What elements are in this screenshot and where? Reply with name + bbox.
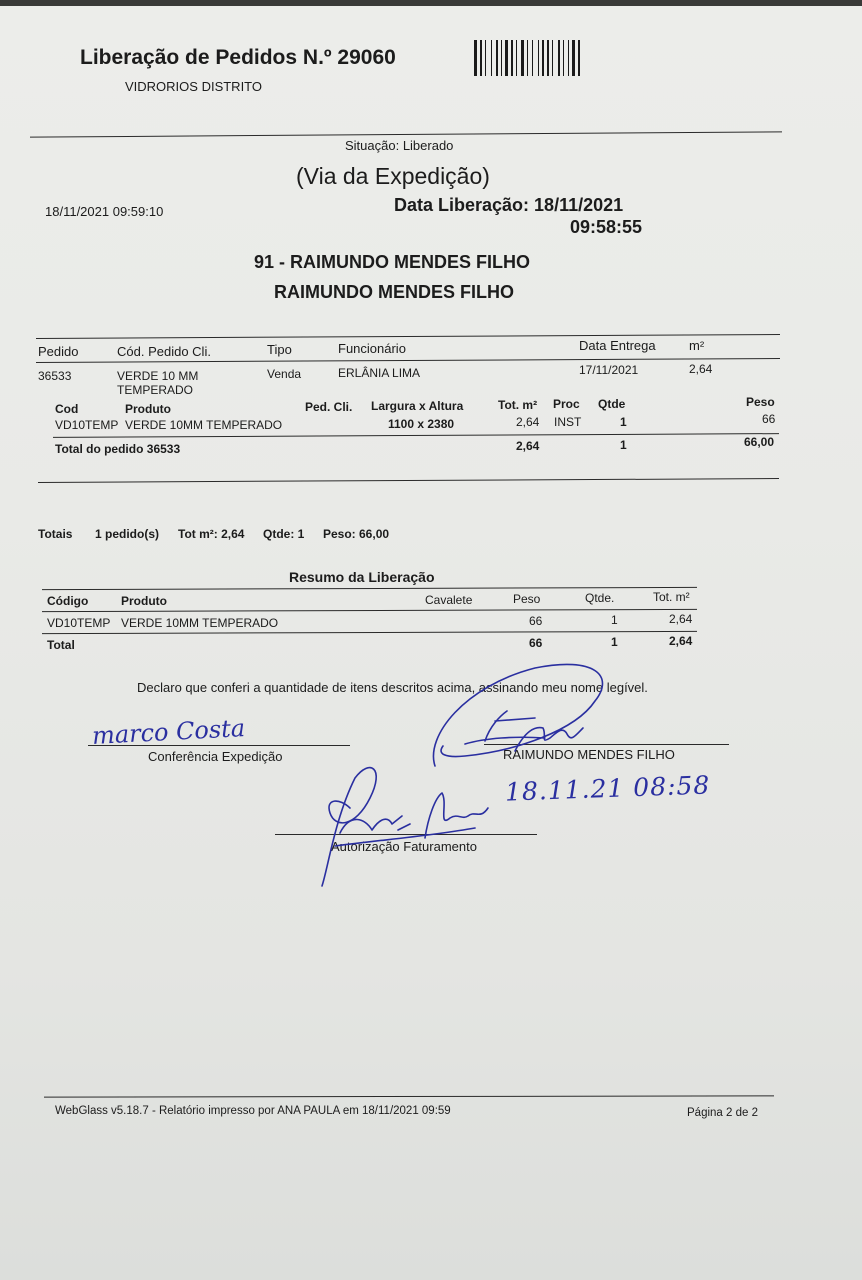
totals-qtde: Qtde: 1 [263, 527, 305, 541]
release-date: Data Liberação: 18/11/2021 [394, 195, 624, 215]
summary-top-rule [42, 587, 697, 590]
release-time: 09:58:55 [570, 217, 643, 237]
order-m2: 2,64 [689, 362, 713, 376]
via-label: (Via da Expedição) [296, 163, 490, 189]
order-total-m2: 2,64 [516, 439, 540, 453]
col-header-tipo: Tipo [267, 342, 292, 357]
summary-total-label: Total [47, 638, 75, 652]
item-proc: INST [554, 415, 582, 429]
document-page [0, 6, 862, 1280]
summary-header-cavalete: Cavalete [425, 593, 473, 607]
col-header-cod-pedido-cli: Cód. Pedido Cli. [117, 344, 211, 359]
summary-header-peso: Peso [513, 592, 541, 606]
autorizacao-label: Autorização Faturamento [331, 839, 477, 854]
footer-report-info: WebGlass v5.18.7 - Relatório impresso por ANA PAULA em 18/11/2021 09:59 [55, 1105, 451, 1117]
client-code-name: 91 - RAIMUNDO MENDES FILHO [254, 252, 531, 272]
table-top-rule [36, 334, 780, 339]
item-produto: VERDE 10MM TEMPERADO [125, 418, 283, 432]
summary-header-qtde: Qtde. [585, 591, 615, 605]
client-name: RAIMUNDO MENDES FILHO [274, 282, 514, 302]
summary-total-m2: 2,64 [669, 634, 693, 648]
order-total-qtde: 1 [620, 438, 627, 452]
summary-header-produto: Produto [121, 594, 167, 608]
summary-header-rule [42, 609, 697, 612]
item-header-proc: Proc [553, 397, 580, 411]
summary-tot-m2: 2,64 [669, 612, 693, 626]
header-divider [30, 131, 782, 137]
footer-page-number: Página 2 de 2 [687, 1107, 758, 1119]
totals-peso: Peso: 66,00 [323, 527, 390, 541]
item-qtde: 1 [620, 415, 627, 429]
conferencia-label: Conferência Expedição [148, 749, 283, 764]
item-header-ped-cli: Ped. Cli. [305, 400, 353, 414]
handwritten-date: 18.11.21 08:58 [504, 770, 711, 807]
totals-m2: Tot m²: 2,64 [178, 527, 245, 541]
order-total-peso: 66,00 [744, 435, 775, 449]
col-header-data-entrega: Data Entrega [579, 338, 656, 353]
item-header-qtde: Qtde [598, 397, 626, 411]
barcode-icon [472, 36, 608, 80]
client-signature-label: RAIMUNDO MENDES FILHO [503, 747, 675, 762]
item-header-produto: Produto [125, 402, 171, 416]
totals-label: Totais [38, 527, 73, 541]
summary-total-peso: 66 [529, 636, 543, 650]
item-rule [53, 433, 779, 438]
summary-title: Resumo da Liberação [289, 569, 435, 585]
summary-peso: 66 [529, 614, 543, 628]
summary-codigo: VD10TEMP [47, 616, 111, 630]
order-number: 36533 [38, 369, 72, 383]
item-cod: VD10TEMP [55, 418, 119, 432]
table-bottom-rule [38, 478, 779, 483]
summary-produto: VERDE 10MM TEMPERADO [121, 616, 279, 630]
summary-header-tot-m2: Tot. m² [653, 590, 690, 604]
item-header-largura-altura: Largura x Altura [371, 399, 464, 413]
summary-row-rule [42, 631, 697, 634]
summary-qtde: 1 [611, 613, 618, 627]
col-header-m2: m² [689, 338, 705, 353]
item-header-cod: Cod [55, 402, 79, 416]
status-text: Situação: Liberado [345, 138, 454, 153]
order-client-code-2: TEMPERADO [117, 383, 194, 397]
footer-rule [44, 1095, 774, 1097]
order-employee: ERLÂNIA LIMA [338, 366, 421, 380]
totals-pedidos: 1 pedido(s) [95, 527, 160, 541]
company-name: VIDRORIOS DISTRITO [125, 79, 262, 94]
item-header-peso: Peso [746, 395, 775, 409]
conferencia-handwritten-signature: marco Costa [91, 714, 246, 750]
item-peso: 66 [762, 412, 776, 426]
autorizacao-signature-scribble [310, 758, 500, 893]
order-delivery-date: 17/11/2021 [579, 363, 639, 377]
summary-header-codigo: Código [47, 594, 89, 608]
order-client-code-1: VERDE 10 MM [117, 369, 199, 383]
item-tot-m2: 2,64 [516, 415, 540, 429]
col-header-funcionario: Funcionário [338, 341, 406, 356]
print-datetime: 18/11/2021 09:59:10 [45, 204, 164, 219]
order-type: Venda [267, 367, 302, 381]
summary-total-qtde: 1 [611, 635, 618, 649]
order-total-label: Total do pedido 36533 [55, 442, 181, 456]
item-header-tot-m2: Tot. m² [498, 398, 538, 412]
item-dimensions: 1100 x 2380 [388, 417, 455, 431]
declaration-text: Declaro que conferi a quantidade de itens descritos acima, assinando meu nome legível. [137, 680, 648, 695]
document-title: Liberação de Pedidos N.º 29060 [80, 46, 396, 69]
col-header-pedido: Pedido [38, 344, 79, 359]
